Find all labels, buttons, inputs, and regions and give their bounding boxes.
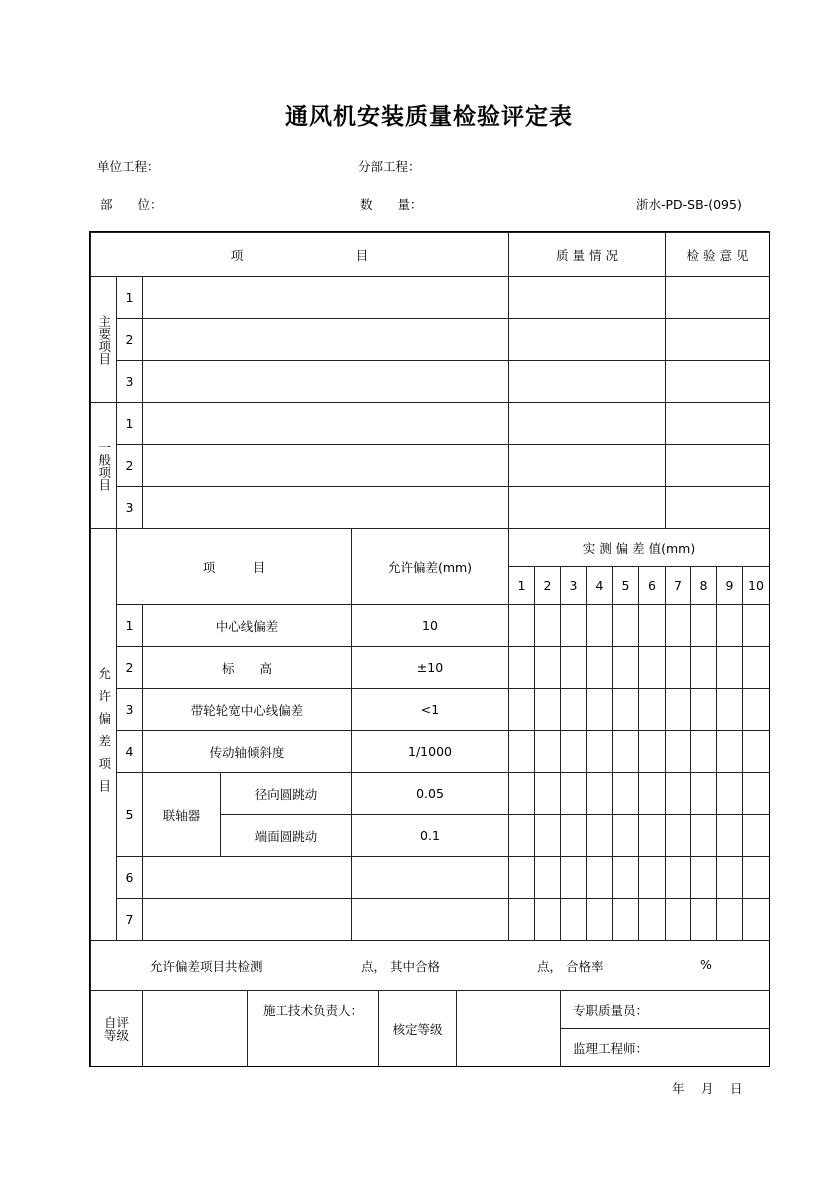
deviation-row-tolerance [351, 730, 509, 773]
measured-value-cell[interactable] [665, 646, 691, 689]
coupling-subitem-tolerance-text: 0.05 [416, 786, 444, 801]
self-grade-label-text: 自评等级 [103, 1014, 129, 1043]
measured-value-cell[interactable] [508, 898, 535, 941]
main-items-number [116, 276, 143, 319]
deviation-row-name[interactable] [142, 856, 352, 899]
main-items-content-cell[interactable] [142, 318, 509, 361]
main-items-quality-cell[interactable] [508, 276, 666, 319]
coupling-subitem-name [220, 814, 352, 857]
main-items-number-text: 2 [125, 332, 134, 347]
measured-value-cell[interactable] [638, 814, 666, 857]
form-title: 通风机安装质量检验评定表 [285, 104, 573, 130]
deviation-row-number-text: 2 [125, 660, 134, 675]
measured-value-cell[interactable] [716, 646, 743, 689]
measured-value-cell[interactable] [742, 856, 770, 899]
measured-value-cell[interactable] [665, 772, 691, 815]
deviation-items-label-text: 允许偏差项目 [96, 667, 112, 802]
measure-column-header [560, 566, 587, 605]
measured-value-cell[interactable] [612, 814, 639, 857]
measure-column-header-text: 7 [674, 578, 682, 593]
measured-value-cell[interactable] [508, 814, 535, 857]
measured-value-cell[interactable] [665, 814, 691, 857]
deviation-row-tolerance-text: 10 [422, 618, 438, 633]
location-label: 部 位： [100, 197, 163, 212]
measured-value-cell[interactable] [638, 688, 666, 731]
measured-value-cell[interactable] [560, 604, 587, 647]
measured-value-cell[interactable] [560, 898, 587, 941]
measured-value-cell[interactable] [586, 772, 613, 815]
measured-value-cell[interactable] [612, 604, 639, 647]
measured-value-cell[interactable] [742, 730, 770, 773]
deviation-row-number-text: 5 [125, 807, 134, 822]
main-items-number [116, 360, 143, 403]
deviation-row-tolerance[interactable] [351, 898, 509, 941]
measure-column-header [508, 566, 535, 605]
deviation-row-number [116, 730, 143, 773]
approved-grade-value[interactable] [456, 990, 561, 1067]
summary-text-3: 点， 合格率 [537, 959, 604, 974]
deviation-row-name [142, 604, 352, 647]
date-line: 年 月 日 [672, 1081, 743, 1096]
measured-value-cell[interactable] [716, 856, 743, 899]
form-code: 浙水-PD-SB-(095) [636, 197, 742, 212]
measured-value-cell[interactable] [665, 688, 691, 731]
main-items-opinion-cell[interactable] [665, 276, 770, 319]
measured-value-cell[interactable] [612, 898, 639, 941]
header-opinion [665, 232, 770, 277]
deviation-row-tolerance-text: 1/1000 [408, 744, 452, 759]
sub-project-label: 分部工程： [358, 159, 421, 174]
general-items-opinion-cell[interactable] [665, 402, 770, 445]
deviation-row-number-text: 7 [125, 912, 134, 927]
deviation-items-label [90, 528, 117, 941]
tolerance-header-text: 允许偏差(mm) [387, 559, 473, 575]
coupling-subitem-name [220, 772, 352, 815]
main-items-quality-cell[interactable] [508, 318, 666, 361]
approved-grade-label [378, 990, 457, 1067]
measured-value-cell[interactable] [586, 898, 613, 941]
deviation-row-name [142, 730, 352, 773]
measure-column-header-text: 2 [543, 578, 552, 593]
measured-header [508, 528, 770, 567]
measured-value-cell[interactable] [638, 730, 666, 773]
tolerance-header [351, 528, 509, 605]
measured-value-cell[interactable] [742, 646, 770, 689]
general-items-number-text: 3 [125, 500, 134, 515]
measure-column-header [612, 566, 639, 605]
measured-value-cell[interactable] [716, 814, 743, 857]
deviation-row-tolerance[interactable] [351, 856, 509, 899]
measure-column-header [665, 566, 691, 605]
deviation-row-number-text: 3 [125, 702, 134, 717]
general-items-quality-cell[interactable] [508, 402, 666, 445]
general-items-opinion-cell[interactable] [665, 444, 770, 487]
measured-value-cell[interactable] [586, 646, 613, 689]
measured-value-cell[interactable] [742, 814, 770, 857]
approved-grade-label-text: 核定等级 [392, 1021, 443, 1037]
main-items-content-cell[interactable] [142, 360, 509, 403]
general-items-number [116, 486, 143, 529]
deviation-row-tolerance-text: <1 [420, 702, 440, 717]
measured-value-cell[interactable] [508, 772, 535, 815]
construction-lead-label [247, 990, 379, 1067]
deviation-row-name [142, 646, 352, 689]
unit-project-label: 单位工程： [97, 159, 160, 174]
header-item [90, 232, 509, 277]
coupling-subitem-tolerance [351, 772, 509, 815]
measure-column-header-text: 9 [725, 578, 734, 593]
measured-value-cell[interactable] [560, 688, 587, 731]
general-items-number [116, 444, 143, 487]
deviation-row-number [116, 856, 143, 899]
measure-column-header-text: 1 [517, 578, 526, 593]
measured-value-cell[interactable] [586, 688, 613, 731]
measured-value-cell[interactable] [508, 856, 535, 899]
summary-text-4: % [700, 957, 712, 972]
measured-value-cell[interactable] [638, 772, 666, 815]
general-items-opinion-cell[interactable] [665, 486, 770, 529]
coupling-subitem-tolerance-text: 0.1 [420, 828, 440, 843]
measured-value-cell[interactable] [508, 646, 535, 689]
measured-value-cell[interactable] [534, 856, 561, 899]
measure-column-header-text: 3 [569, 578, 578, 593]
measure-column-header-text: 6 [648, 578, 656, 593]
header-opinion-text: 检 验 意 见 [686, 247, 749, 263]
measured-value-cell[interactable] [534, 730, 561, 773]
general-items-label-text: 一般项目 [96, 440, 112, 491]
construction-lead-label-text: 施工技术负责人： [262, 1003, 363, 1018]
general-items-number-text: 2 [125, 458, 134, 473]
measured-value-cell[interactable] [586, 604, 613, 647]
general-items-content-cell[interactable] [142, 444, 509, 487]
deviation-row-tolerance [351, 688, 509, 731]
deviation-row-name-text: 传动轴倾斜度 [209, 744, 285, 760]
quality-inspector-label [560, 990, 770, 1029]
main-items-opinion-cell[interactable] [665, 318, 770, 361]
measured-value-cell[interactable] [586, 730, 613, 773]
deviation-row-name-text: 带轮轮宽中心线偏差 [190, 702, 304, 718]
measured-value-cell[interactable] [690, 646, 717, 689]
measured-value-cell[interactable] [534, 688, 561, 731]
measured-value-cell[interactable] [534, 772, 561, 815]
measure-column-header [534, 566, 561, 605]
measured-value-cell[interactable] [690, 688, 717, 731]
measured-value-cell[interactable] [716, 772, 743, 815]
measured-value-cell[interactable] [612, 772, 639, 815]
coupling-subitem-tolerance [351, 814, 509, 857]
deviation-row-number [116, 604, 143, 647]
measure-column-header [638, 566, 666, 605]
measured-value-cell[interactable] [612, 856, 639, 899]
deviation-item-header-text: 项 目 [202, 559, 266, 575]
deviation-row-tolerance [351, 646, 509, 689]
measured-value-cell[interactable] [586, 856, 613, 899]
quantity-label: 数 量： [360, 197, 423, 212]
deviation-row-number [116, 898, 143, 941]
measured-value-cell[interactable] [534, 814, 561, 857]
deviation-row-number [116, 646, 143, 689]
header-quality [508, 232, 666, 277]
measured-value-cell[interactable] [690, 856, 717, 899]
measured-value-cell[interactable] [586, 814, 613, 857]
summary-text-2: 点， 其中合格 [361, 959, 440, 974]
main-items-label-text: 主要项目 [96, 314, 112, 365]
main-items-number [116, 318, 143, 361]
measured-value-cell[interactable] [560, 856, 587, 899]
coupling-subitem-name-text: 端面圆跳动 [254, 828, 318, 844]
measured-value-cell[interactable] [508, 730, 535, 773]
measured-value-cell[interactable] [665, 898, 691, 941]
general-items-content-cell[interactable] [142, 402, 509, 445]
deviation-row-number-text: 1 [125, 618, 134, 633]
measured-value-cell[interactable] [560, 772, 587, 815]
measured-value-cell[interactable] [612, 688, 639, 731]
main-items-label [90, 276, 117, 403]
deviation-row-number-text: 4 [125, 744, 134, 759]
deviation-row-tolerance-text: ±10 [416, 660, 444, 675]
measured-value-cell[interactable] [534, 898, 561, 941]
supervisor-label [560, 1028, 770, 1067]
measured-value-cell[interactable] [690, 898, 717, 941]
measured-header-text: 实 测 偏 差 值(mm) [582, 540, 696, 556]
measured-value-cell[interactable] [560, 814, 587, 857]
summary-text-1: 允许偏差项目共检测 [150, 959, 263, 974]
measure-column-header-text: 5 [621, 578, 630, 593]
quality-inspector-label-text: 专职质量员： [573, 1002, 649, 1018]
general-items-quality-cell[interactable] [508, 444, 666, 487]
measured-value-cell[interactable] [690, 772, 717, 815]
measured-value-cell[interactable] [638, 604, 666, 647]
measure-column-header-text: 4 [595, 578, 604, 593]
main-items-opinion-cell[interactable] [665, 360, 770, 403]
general-items-number-text: 1 [125, 416, 134, 431]
measure-column-header-text: 10 [748, 578, 764, 593]
measured-value-cell[interactable] [638, 898, 666, 941]
measured-value-cell[interactable] [665, 730, 691, 773]
self-grade-value[interactable] [142, 990, 248, 1067]
main-items-number-text: 1 [125, 290, 134, 305]
deviation-row-number-text: 6 [125, 870, 134, 885]
measured-value-cell[interactable] [508, 688, 535, 731]
measured-value-cell[interactable] [716, 898, 743, 941]
measured-value-cell[interactable] [560, 730, 587, 773]
measured-value-cell[interactable] [560, 646, 587, 689]
header-quality-text: 质 量 情 况 [556, 247, 618, 263]
measured-value-cell[interactable] [690, 814, 717, 857]
measured-value-cell[interactable] [690, 730, 717, 773]
measured-value-cell[interactable] [742, 604, 770, 647]
measured-value-cell[interactable] [665, 604, 691, 647]
measured-value-cell[interactable] [612, 730, 639, 773]
measured-value-cell[interactable] [638, 856, 666, 899]
deviation-row-number [116, 772, 143, 857]
measured-value-cell[interactable] [508, 604, 535, 647]
main-items-quality-cell[interactable] [508, 360, 666, 403]
measure-column-header [690, 566, 717, 605]
supervisor-label-text: 监理工程师： [573, 1040, 649, 1056]
general-items-number [116, 402, 143, 445]
measured-value-cell[interactable] [716, 730, 743, 773]
measured-value-cell[interactable] [690, 604, 717, 647]
general-items-label [90, 402, 117, 529]
measure-column-header [742, 566, 770, 605]
deviation-row-name[interactable] [142, 898, 352, 941]
measured-value-cell[interactable] [742, 898, 770, 941]
measured-value-cell[interactable] [638, 646, 666, 689]
deviation-row-name-text: 联轴器 [162, 807, 201, 823]
measured-value-cell[interactable] [534, 646, 561, 689]
main-items-content-cell[interactable] [142, 276, 509, 319]
measured-value-cell[interactable] [716, 688, 743, 731]
measured-value-cell[interactable] [716, 604, 743, 647]
measure-column-header-text: 8 [699, 578, 708, 593]
deviation-row-number [116, 688, 143, 731]
header-item-text: 项 目 [230, 247, 369, 263]
self-grade-label [90, 990, 143, 1067]
deviation-row-tolerance [351, 604, 509, 647]
measure-column-header [586, 566, 613, 605]
measure-column-header [716, 566, 743, 605]
deviation-row-name-text: 中心线偏差 [215, 618, 279, 634]
deviation-row-name [142, 772, 221, 857]
deviation-row-name-text: 标 高 [221, 660, 272, 676]
deviation-item-header [116, 528, 352, 605]
general-items-quality-cell[interactable] [508, 486, 666, 529]
measured-value-cell[interactable] [742, 772, 770, 815]
measured-value-cell[interactable] [665, 856, 691, 899]
deviation-row-name [142, 688, 352, 731]
measured-value-cell[interactable] [742, 688, 770, 731]
measured-value-cell[interactable] [612, 646, 639, 689]
measured-value-cell[interactable] [534, 604, 561, 647]
coupling-subitem-name-text: 径向圆跳动 [254, 786, 318, 802]
main-items-number-text: 3 [125, 374, 134, 389]
general-items-content-cell[interactable] [142, 486, 509, 529]
